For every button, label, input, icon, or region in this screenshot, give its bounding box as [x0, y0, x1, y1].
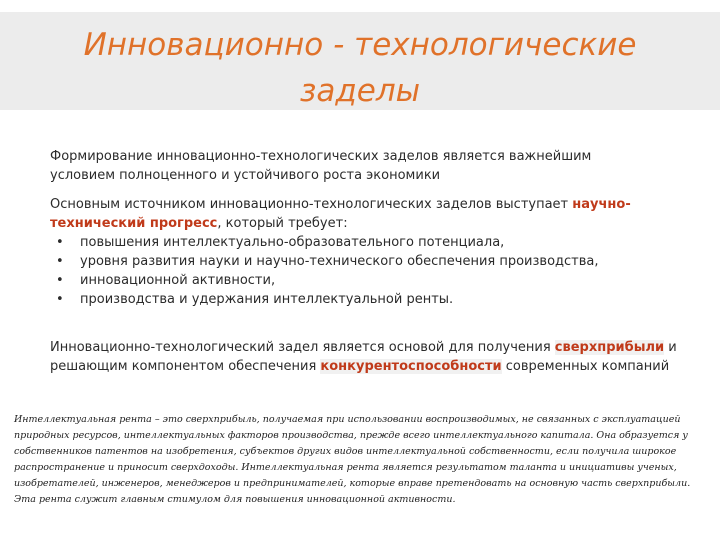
highlight-competitiveness: конкурентоспособности [320, 359, 502, 374]
source-intro: Основным источником инновационно-технологических заделов выступает [50, 197, 573, 212]
list-item: • повышения интеллектуально-образовательного потенциала, [50, 233, 650, 252]
requirements-list [50, 233, 650, 309]
page-title [0, 22, 720, 114]
list-item: • уровня развития науки и научно-технического обеспечения производства, [50, 252, 650, 271]
title-line-1: Инновационно - технологические [83, 27, 637, 63]
paragraph-source [50, 195, 650, 309]
basis-part-3: современных компаний [501, 359, 670, 374]
basis-part-1: Инновационно-технологический задел является основой для получения [50, 340, 555, 355]
paragraph-growth-condition: Формирование инновационно-технологических заделов является важнейшим условием полноценного и устойчивого роста экономики [50, 149, 592, 183]
highlight-ntp: научно-технический прогресс [50, 197, 631, 231]
footnote-intellectual-rent: Интеллектуальная рента – это сверхприбыль, получаемая при использовании воспроизводимых, не связанных с эксплуатацией природных ресурсов, интеллектуальных факторов производства, прежде всего интеллектуального капитала. Она образуется у собственников патентов на изобретения, субъектов других видов интеллектуальной собственности, если получила широкое распространение и приносит сверхдоходы. Интеллектуальная рента является результатом таланта и инициативы ученых, изобретателей, инженеров, менеджеров и предпринимателей, которые вправе претендовать на основную часть сверхприбыли. Эта рента служит главным стимулом для повышения инновационной активности. [14, 414, 691, 505]
basis-part-2: и решающим компонентом обеспечения [50, 340, 677, 374]
list-item: • производства и удержания интеллектуальной ренты. [50, 290, 650, 309]
paragraph-basis [50, 338, 680, 376]
highlight-superprofit: сверхприбыли [554, 340, 665, 355]
title-line-2: заделы [299, 73, 421, 109]
list-item: • инновационной активности, [50, 271, 650, 290]
source-outro: , который требует: [217, 216, 348, 231]
